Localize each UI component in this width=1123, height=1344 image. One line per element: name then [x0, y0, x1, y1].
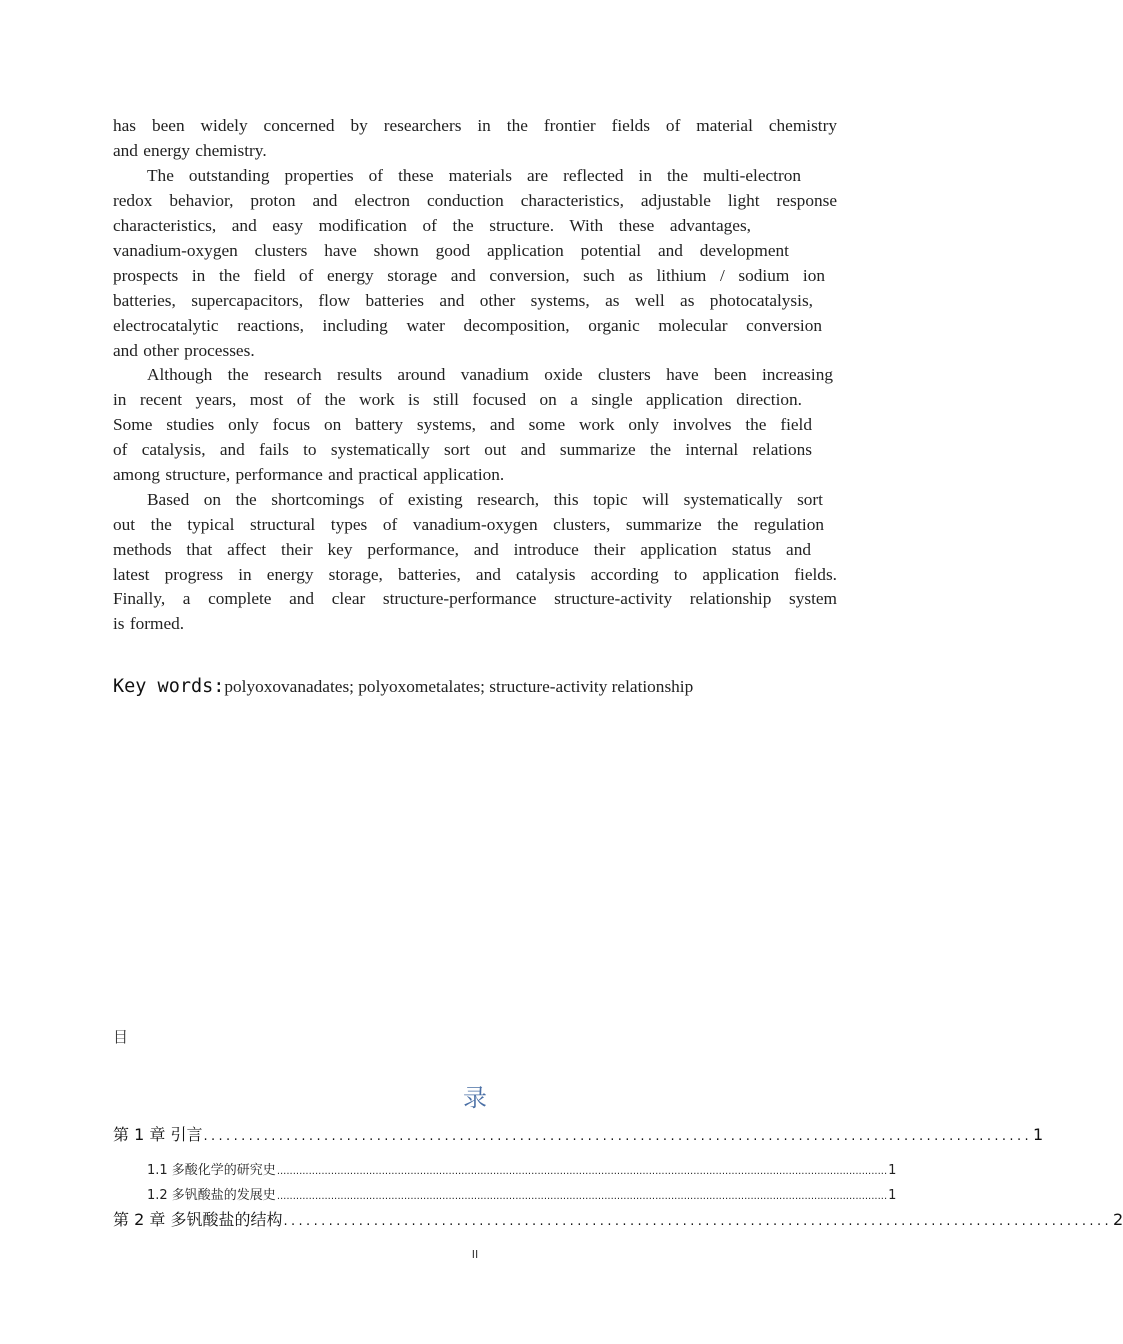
toc-title-second-char: 录	[463, 1084, 487, 1112]
text-line: and other processes.	[113, 341, 255, 360]
text-line: Some studies only focus on battery systems, and some work only involves the field	[113, 415, 812, 434]
text-line: prospects in the field of energy storage and conversion, such as lithium / sodium ion	[113, 266, 825, 285]
text-line: electrocatalytic reactions, including water decomposition, organic molecular conversion	[113, 316, 822, 335]
toc-title-first-char: 目	[113, 1028, 129, 1046]
toc-entry-chapter-2[interactable]	[113, 1207, 1123, 1230]
text-line: Finally, a complete and clear structure-performance structure-activity relationship system	[113, 589, 837, 608]
text-line: characteristics, and easy modification of the structure. With these advantages,	[113, 216, 751, 235]
text-line: latest progress in energy storage, batteries, and catalysis according to application fields.	[113, 565, 837, 584]
text-line: has been widely concerned by researchers in the frontier fields of material chemistry	[113, 116, 837, 135]
toc-leader-dots: ................................................................................................................................................................................................	[276, 1191, 888, 1202]
toc-entry-chapter-1[interactable]	[113, 1122, 1044, 1145]
keywords-line	[113, 676, 693, 697]
toc-leader-dots: ..............................................................................................................	[203, 1129, 1033, 1144]
toc-leader-dots: ..............................................................................................................	[283, 1214, 1113, 1229]
text-line: batteries, supercapacitors, flow batteries and other systems, as well as photocatalysis,	[113, 291, 813, 310]
text-line: methods that affect their key performance, and introduce their application status and	[113, 540, 811, 559]
text-line: Although the research results around vanadium oxide clusters have been increasing	[147, 365, 833, 384]
toc-entry-page: 2	[1113, 1210, 1123, 1229]
text-line: of catalysis, and fails to systematically sort out and summarize the internal relations	[113, 440, 812, 459]
keywords-value: polyoxovanadates; polyoxometalates; structure-activity relationship	[224, 677, 694, 696]
text-line: among structure, performance and practical application.	[113, 465, 505, 484]
toc-entry-page: 1	[888, 1188, 897, 1203]
toc-entry-page: 1	[1033, 1125, 1044, 1144]
toc-entry-title: 第 2 章 多钒酸盐的结构	[113, 1210, 283, 1229]
toc-entry-title: 1.1 多酸化学的研究史	[147, 1163, 276, 1178]
text-line: The outstanding properties of these materials are reflected in the multi-electron	[147, 166, 801, 185]
keywords-label: Key words:	[113, 676, 225, 697]
toc-entry-title: 1.2 多钒酸盐的发展史	[147, 1188, 276, 1203]
text-line: in recent years, most of the work is still focused on a single application direction.	[113, 390, 802, 409]
text-line: out the typical structural types of vanadium-oxygen clusters, summarize the regulation	[113, 515, 824, 534]
toc-entry-title: 第 1 章 引言	[113, 1125, 203, 1144]
toc-entry-section-1-1[interactable]	[147, 1159, 897, 1178]
text-line: vanadium-oxygen clusters have shown good application potential and development	[113, 241, 789, 260]
text-line: is formed.	[113, 614, 185, 633]
text-line: and energy chemistry.	[113, 141, 267, 160]
toc-entry-page: 1	[888, 1163, 897, 1178]
toc-leader-dots: ................................................................................................................................................................................................	[276, 1166, 888, 1177]
toc-entry-section-1-2[interactable]	[147, 1184, 897, 1203]
text-line: Based on the shortcomings of existing research, this topic will systematically sort	[147, 490, 823, 509]
page-number: II	[471, 1248, 479, 1261]
text-line: redox behavior, proton and electron conduction characteristics, adjustable light response	[113, 191, 837, 210]
